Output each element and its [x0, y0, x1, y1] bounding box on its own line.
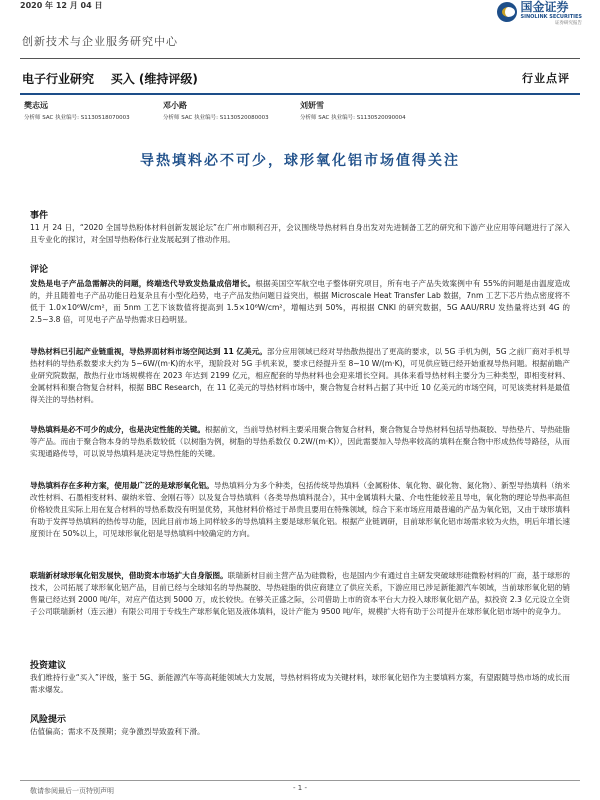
paragraph-body: 根据美国空军航空电子整体研究项目，所有电子产品失效案例中有 55%的问题是由温度造成的，并且随着电子产品功能日趋复杂且有小型化趋势，电子产品发热问题日益突出，根据 Microscale Heat Transfer Lab 数据，7nm 工艺下芯片热点密度将不低于 1.0×10⁶W/cm²，而 5nm 工艺下该数值将提高到 1.5×10⁶W/cm²，增幅达到 50%，再根据 CNKI 的研究数据，5G AAU/RRU 发热量将达到 4G 的 2.5~3.8 倍，可见电子产品导热需求日趋明显。: [30, 279, 571, 324]
paragraph-lead: 导热材料已引起产业链重视，导热界面材料市场空间达到 11 亿美元。: [30, 347, 267, 356]
title-divider: [20, 93, 580, 95]
analyst-reg: 分析师 SAC 执业编号: S1130518070003: [24, 115, 130, 121]
paragraph-lead: 导热填料是必不可少的成分，也是决定性能的关键。: [30, 425, 205, 434]
paragraph-lead: 发热是电子产品急需解决的问题，终端迭代导致发热量成倍增长。: [30, 279, 256, 288]
section-heading-comment: 评论: [30, 265, 49, 275]
page-number: - 1 -: [293, 784, 307, 792]
section-heading-invest: 投资建议: [30, 661, 67, 671]
research-center-name: 创新技术与企业服务研究中心: [22, 35, 178, 48]
section-heading-risk: 风险提示: [30, 715, 67, 725]
logo-sub-text: 证券研究报告: [555, 21, 582, 26]
paragraph-comment-2: [30, 346, 570, 406]
paragraph-event: 11 月 24 日，“2020 全国导热粉体材料创新发展论坛”在广州市顺利召开，会议围绕导热材料自身出发对先进制备工艺的研究和下游产业应用等问题进行了深入且专业化的探讨，对全国导热粉体行业发展起到了推动作用。: [30, 223, 570, 244]
analyst-reg: 分析师 SAC 执业编号: S1130520090004: [300, 115, 406, 121]
report-title: 电子行业研究 买入 (维持评级): [22, 72, 198, 86]
paragraph-body: 导热填料分为多个种类，包括传统导热填料（金属粉体、氧化物、碳化物、氮化物）、新型导热填料（纳米改性材料、石墨相变材料、碳纳米管、金刚石等）以及复合导热填料（各类导热填料混合），其中金属填料大量、介电性能较差且导电，氧化物的理论导热率高但价格较贵且实际上用在复合材料的导热系数没有明显优势，其他材料价格过于昂贵且要用在特殊领域，综合下来市场应用最普遍的产品为氧化铝，又由于球形填料有助于发挥导热填料的热传导功能，因此目前市场上同样较多的导热填料主要是球形氧化铝。根据产业链调研，目前球形氧化铝市场需求较为火热，明后年增长速度预计在 50%以上，可见球形氧化铝是导热填料中较确定的方向。: [30, 481, 570, 538]
paragraph-comment-1: [30, 278, 570, 326]
footer-divider: [20, 780, 580, 781]
paragraph-comment-4: [30, 480, 570, 540]
paragraph-lead: 导热填料存在多种方案，使用最广泛的是球形氧化铝。: [30, 481, 214, 490]
paragraph-invest: 我们维持行业“买入”评级，鉴于 5G、新能源汽车等高耗能领域大力发展，导热材料将成为关键材料，球形氧化铝作为主要填料方案，有望跟随导热市场的成长而需求爆发。: [30, 673, 570, 694]
disclaimer-note: 敬请参阅最后一页特别声明: [30, 787, 114, 795]
paragraph-body: 联瑞新材目前主营产品为硅微粉，也是国内少有通过自主研发突破球形硅微粉材料的厂商，基于球形的技术，公司拓展了球形氧化铝产品，目前已经与全球知名的导热凝胶、导热硅脂的供应商建立了供应关系，下游应用已涉足新能源汽车领域，当前球形氧化铝的销售量已经达到 2000 吨/年，对应产值达到 5000 万，成长较快。在够关正盛之际，公司借助上市的资本平台大力投入球形氧化铝产品，拟投资 2.3 亿元设立全资子公司联瑞新材（连云港）有限公司用于专线生产球形氧化铝及液体填料，设计产能为 9500 吨/年，规模扩大将有助于公司提升在球形氧化铝市场中的竞争力。: [30, 571, 570, 616]
analyst-2: [163, 100, 269, 121]
report-date: 2020 年 12 月 04 日: [20, 1, 103, 10]
logo-en-text: SINOLINK SECURITIES: [520, 14, 582, 20]
logo-icon: [497, 2, 517, 22]
paragraph-body: 部分应用领域已经对导热散热提出了更高的要求，以 5G 手机为例，5G 之前厂商对手机导热材料的导热系数要求大约为 5~6W/(m·K)的水平，现阶段对 5G 手机来说，要求已经提升至 8~10 W/(m·K)，可见供应链已经开始重视导热问题。根据前瞻产业研究院数据，散热行业市场规模将在 2023 年达到 2199 亿元，相应配套的导热材料也会迎来增长空间。具体来看导热材料主要分为三种类型，即相变材料、金属材料和聚合物复合材料，根据 BBC Research，在 11 亿美元的导热材料市场中，聚合物复合材料占据了其中近 10 亿美元的市场空间，可见该类材料是最值得关注的导热材料。: [30, 347, 570, 404]
analyst-name: 邓小路: [163, 101, 187, 110]
paragraph-risk: 估值偏高；需求不及预期；竞争激烈导致盈利下滑。: [30, 727, 205, 736]
analyst-reg: 分析师 SAC 执业编号: S1130520080003: [163, 115, 269, 121]
analyst-name: 刘妍雪: [300, 101, 324, 110]
logo-cn-text: 国金证券: [520, 0, 569, 14]
main-title: 导热填料必不可少，球形氧化铝市场值得关注: [140, 153, 460, 169]
report-type: 行业点评: [522, 72, 570, 85]
paragraph-lead: 联瑞新材球形氧化铝发展快，借助资本市场扩大自身版图。: [30, 571, 228, 580]
paragraph-comment-5: [30, 570, 570, 618]
header-divider: [20, 58, 580, 59]
section-heading-event: 事件: [30, 211, 49, 221]
paragraph-comment-3: [30, 424, 570, 460]
analyst-3: [300, 100, 406, 121]
paragraph-body: 根据前文，当前导热材料主要采用聚合物复合材料，聚合物复合导热材料包括导热凝胶、导热垫片、导热硅脂等产品。而由于聚合物本身的导热系数较低（以树脂为例，树脂的导热系数仅 0.2W/(m·K)），因此需要加入导热率较高的填料在聚合物中形成热传导路径，从而实现通路传导，可以说导热填料是决定导热性能的关键。: [30, 425, 570, 458]
analyst-name: 樊志远: [24, 101, 48, 110]
analyst-1: [24, 100, 130, 121]
company-logo: [497, 0, 583, 28]
